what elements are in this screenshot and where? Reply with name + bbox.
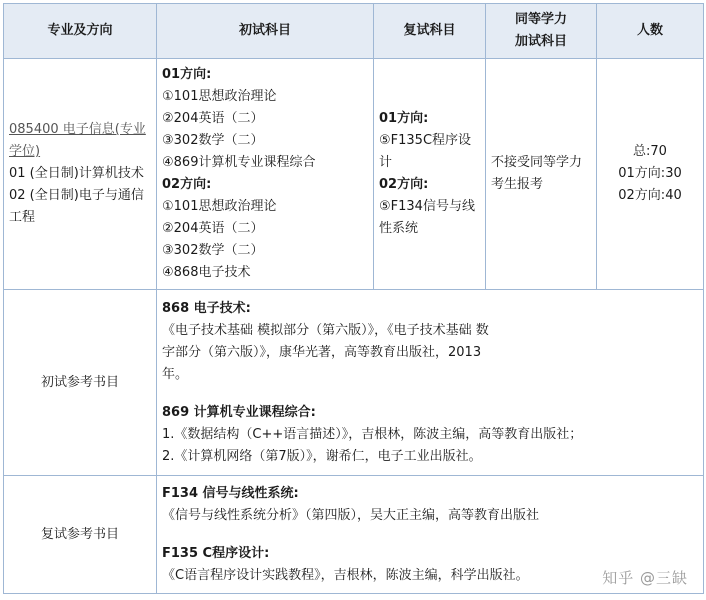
retest-d2-title: 02方向: (379, 177, 429, 192)
initial-ref-row (4, 290, 704, 476)
ref-868-title: 868 电子技术: (162, 300, 251, 316)
header-count: 人数 (597, 4, 704, 59)
initial-d1-item: ④869计算机专业课程综合 (162, 155, 316, 170)
retest-ref-row (4, 476, 704, 594)
ref-f134-title: F134 信号与线性系统: (162, 485, 299, 501)
watermark: 知乎 @三缺 (602, 569, 688, 587)
ref-869-line2: 2.《计算机网络（第7版）》，谢希仁，电子工业出版社。 (162, 448, 482, 464)
ref-869-line1: 1.《数据结构（C++语言描述）》，吉根林，陈波主编，高等教育出版社； (162, 426, 583, 442)
header-equiv-line2: 加试科目 (514, 34, 567, 49)
initial-ref-content (157, 290, 704, 476)
ref-f135-title: F135 C程序设计: (162, 545, 270, 561)
count-cell (597, 59, 704, 290)
ref-f135-text: 《C语言程序设计实践教程》，吉根林，陈波主编，科学出版社。 (162, 567, 529, 583)
count-d1: 01方向:30 (618, 166, 682, 181)
retest-subjects-cell (374, 59, 486, 290)
initial-d1-item: ②204英语（二） (162, 111, 264, 126)
header-row (4, 4, 704, 59)
retest-d1-title: 01方向: (379, 111, 429, 126)
ref-869-title: 869 计算机专业课程综合: (162, 404, 316, 420)
equiv-text: 不接受同等学力考生报考 (491, 155, 583, 192)
initial-d1-title: 01方向: (162, 67, 212, 82)
ref-868-text: 《电子技术基础 模拟部分（第六版）》，《电子技术基础 数字部分（第六版）》，康华光著，高等教育出版社，2013年。 (162, 322, 489, 382)
retest-d1-text: ⑤F135C程序设计 (379, 133, 472, 170)
initial-d2-item: ③302数学（二） (162, 243, 264, 258)
retest-d2-text: ⑤F134信号与线性系统 (379, 199, 475, 236)
header-initial-subjects: 初试科目 (157, 4, 374, 59)
initial-d2-title: 02方向: (162, 177, 212, 192)
header-equiv-subjects (486, 4, 597, 59)
major-direction-1: 01 (全日制)计算机技术 (9, 166, 144, 181)
retest-ref-label: 复试参考书目 (4, 476, 157, 594)
initial-subjects-cell (157, 59, 374, 290)
header-equiv-line1: 同等学力 (514, 12, 567, 27)
count-d2: 02方向:40 (618, 188, 682, 203)
initial-d2-item: ④868电子技术 (162, 265, 251, 280)
major-direction-2: 02 (全日制)电子与通信工程 (9, 188, 144, 225)
major-cell (4, 59, 157, 290)
admission-table (3, 3, 704, 594)
initial-d2-item: ②204英语（二） (162, 221, 264, 236)
major-row (4, 59, 704, 290)
initial-d1-item: ①101思想政治理论 (162, 89, 277, 104)
major-code-link[interactable]: 085400 电子信息(专业学位) (9, 122, 146, 159)
header-major: 专业及方向 (4, 4, 157, 59)
initial-d1-item: ③302数学（二） (162, 133, 264, 148)
initial-d2-item: ①101思想政治理论 (162, 199, 277, 214)
equiv-cell (486, 59, 597, 290)
initial-ref-label: 初试参考书目 (4, 290, 157, 476)
count-total: 总:70 (633, 144, 667, 159)
header-retest-subjects: 复试科目 (374, 4, 486, 59)
ref-f134-text: 《信号与线性系统分析》（第四版），吴大正主编，高等教育出版社 (162, 507, 540, 523)
